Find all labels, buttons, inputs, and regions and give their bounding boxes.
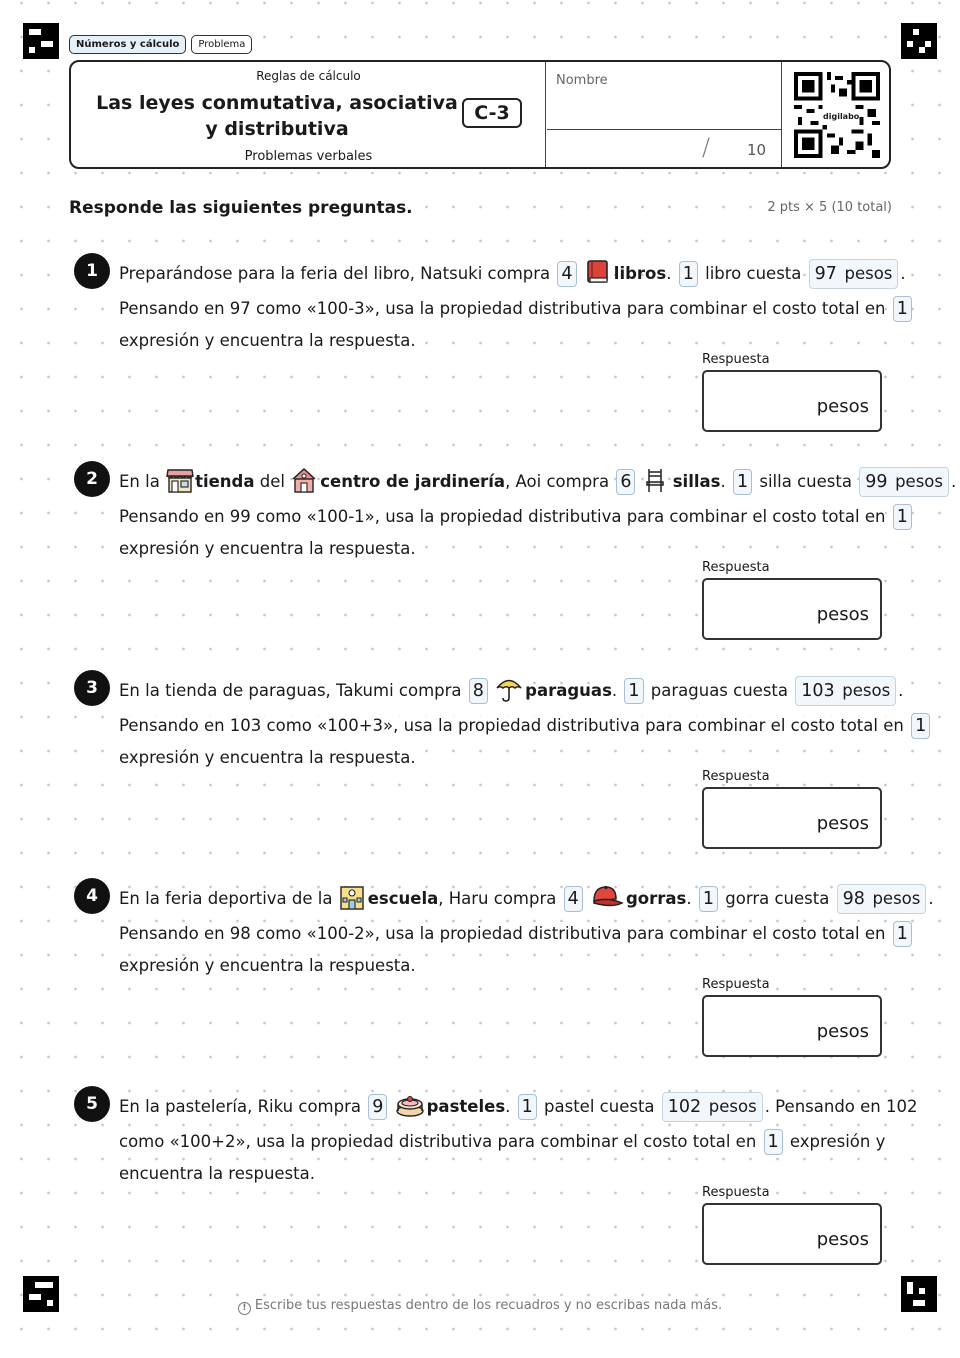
problem-text: En la pastelería, Riku compra bbox=[119, 1097, 361, 1116]
punctuation: . bbox=[928, 889, 934, 908]
problem-text: expresión y encuentra la respuesta. bbox=[119, 748, 416, 767]
problem-line-3 bbox=[119, 954, 416, 978]
price-unit: pesos bbox=[872, 889, 921, 908]
problem-number: 3 bbox=[74, 670, 110, 706]
place-name: tienda bbox=[195, 472, 255, 491]
punctuation: . bbox=[950, 472, 957, 491]
quantity-box: 4 bbox=[564, 886, 583, 912]
header-title-area bbox=[71, 62, 546, 167]
worksheet-title: Las leyes conmutativa, asociativa y distributiva bbox=[96, 92, 458, 140]
one-box: 1 bbox=[679, 261, 698, 287]
problem-line-2 bbox=[119, 713, 932, 739]
answer-label: Respuesta bbox=[702, 1185, 770, 1200]
garden-center-icon bbox=[290, 466, 318, 494]
problem-text: En la bbox=[119, 472, 160, 491]
footer-note bbox=[0, 1298, 960, 1315]
punctuation: . bbox=[686, 889, 692, 908]
one-box: 1 bbox=[764, 1129, 783, 1155]
punctuation: . bbox=[611, 681, 618, 700]
punctuation: . bbox=[505, 1097, 511, 1116]
score-slash: / bbox=[702, 133, 711, 161]
problem-number: 1 bbox=[74, 253, 110, 289]
price-unit: pesos bbox=[844, 264, 893, 283]
problem-line-3 bbox=[119, 1162, 315, 1186]
answer-box[interactable] bbox=[702, 1203, 882, 1265]
problem-number: 2 bbox=[74, 461, 110, 497]
problem-number: 4 bbox=[74, 878, 110, 914]
punctuation: . bbox=[898, 681, 904, 700]
answer-label: Respuesta bbox=[702, 977, 770, 992]
corner-marker-top-left bbox=[23, 23, 59, 59]
quantity-box: 4 bbox=[557, 261, 576, 287]
answer-label: Respuesta bbox=[702, 352, 770, 367]
problem-text: Pensando en 98 como «100-2», usa la propiedad distributiva para combinar el costo total en bbox=[119, 924, 886, 943]
quantity-box: 6 bbox=[616, 469, 635, 495]
one-box: 1 bbox=[911, 713, 930, 739]
problem-text: , Aoi compra bbox=[505, 472, 610, 491]
name-field[interactable] bbox=[547, 62, 781, 130]
item-name: paraguas bbox=[525, 681, 612, 700]
price-box bbox=[837, 884, 927, 914]
answer-unit: pesos bbox=[816, 1229, 869, 1250]
one-box: 1 bbox=[893, 296, 912, 322]
punctuation: . bbox=[900, 264, 906, 283]
price-box bbox=[795, 676, 896, 706]
answer-unit: pesos bbox=[816, 604, 869, 625]
footer-text: Escribe tus respuestas dentro de los recuadros y no escribas nada más. bbox=[254, 1298, 723, 1313]
problem-line-3 bbox=[119, 746, 416, 770]
problem-text: expresión y encuentra la respuesta. bbox=[119, 956, 416, 975]
answer-unit: pesos bbox=[816, 396, 869, 417]
problem-text: Preparándose para la feria del libro, Natsuki compra bbox=[119, 264, 551, 283]
quantity-box: 8 bbox=[469, 678, 488, 704]
problem-line-1 bbox=[119, 467, 956, 497]
problem-text: Pensando en 99 como «100-1», usa la propiedad distributiva para combinar el costo total en bbox=[119, 507, 886, 526]
worksheet-header bbox=[69, 60, 891, 169]
problem-text: como «100+2», usa la propiedad distributiva para combinar el costo total en bbox=[119, 1132, 757, 1151]
punctuation: . bbox=[720, 472, 726, 491]
tag-topic: Números y cálculo bbox=[69, 35, 186, 54]
one-box: 1 bbox=[518, 1094, 537, 1120]
instructions: Responde las siguientes preguntas. bbox=[69, 198, 413, 218]
item-name: libros bbox=[613, 264, 667, 283]
price-unit: pesos bbox=[895, 472, 943, 491]
shop-icon bbox=[165, 466, 193, 494]
price-value: 97 bbox=[814, 264, 837, 284]
qr-code-area bbox=[781, 62, 891, 167]
answer-box[interactable] bbox=[702, 787, 882, 849]
problem-text: expresión y bbox=[789, 1132, 886, 1151]
price-value: 103 bbox=[801, 681, 835, 701]
corner-marker-top-right bbox=[901, 23, 937, 59]
problem-text: encuentra la respuesta. bbox=[119, 1164, 315, 1183]
problem-text: paraguas cuesta bbox=[650, 681, 789, 700]
item-name: gorras bbox=[626, 889, 687, 908]
answer-box[interactable] bbox=[702, 578, 882, 640]
problem-line-2 bbox=[119, 1129, 885, 1155]
book-icon bbox=[584, 258, 612, 286]
problem-text: , Haru compra bbox=[438, 889, 557, 908]
problem-line-1 bbox=[119, 676, 903, 706]
cake-icon bbox=[395, 1091, 425, 1119]
price-box bbox=[809, 259, 899, 289]
points-info: 2 pts × 5 (10 total) bbox=[767, 200, 892, 215]
answer-label: Respuesta bbox=[702, 560, 770, 575]
price-box bbox=[859, 467, 949, 497]
answer-box[interactable] bbox=[702, 370, 882, 432]
problem-text: expresión y encuentra la respuesta. bbox=[119, 331, 416, 350]
problem-line-1 bbox=[119, 259, 906, 289]
problem-text: libro cuesta bbox=[705, 264, 802, 283]
answer-unit: pesos bbox=[816, 1021, 869, 1042]
worksheet-category: Reglas de cálculo bbox=[256, 69, 361, 83]
quantity-box: 9 bbox=[368, 1094, 387, 1120]
one-box: 1 bbox=[893, 921, 912, 947]
problem-text: . Pensando en 102 bbox=[764, 1097, 918, 1116]
problem-line-3 bbox=[119, 537, 416, 561]
problem-text: pastel cuesta bbox=[544, 1097, 655, 1116]
price-value: 98 bbox=[842, 889, 865, 909]
problem-text: En la tienda de paraguas, Takumi compra bbox=[119, 681, 462, 700]
problem-line-1 bbox=[119, 884, 934, 914]
problem-text: expresión y encuentra la respuesta. bbox=[119, 539, 416, 558]
price-unit: pesos bbox=[708, 1097, 757, 1116]
price-value: 102 bbox=[667, 1097, 702, 1117]
umbrella-icon bbox=[495, 675, 523, 703]
worksheet-code: C-3 bbox=[462, 98, 522, 128]
problem-text: En la feria deportiva de la bbox=[119, 889, 333, 908]
one-box: 1 bbox=[893, 504, 912, 530]
tag-type: Problema bbox=[191, 35, 252, 54]
problem-line-2 bbox=[119, 504, 914, 530]
problem-line-2 bbox=[119, 921, 914, 947]
problem-text: silla cuesta bbox=[759, 472, 852, 491]
punctuation: . bbox=[666, 264, 672, 283]
problem-line-1 bbox=[119, 1092, 917, 1122]
item-name: sillas bbox=[672, 472, 721, 491]
one-box: 1 bbox=[733, 469, 752, 495]
chair-icon bbox=[643, 466, 671, 494]
answer-label: Respuesta bbox=[702, 769, 770, 784]
problem-text: gorra cuesta bbox=[725, 889, 830, 908]
warning-icon: ! bbox=[238, 1302, 251, 1315]
one-box: 1 bbox=[624, 678, 643, 704]
answer-box[interactable] bbox=[702, 995, 882, 1057]
school-icon bbox=[338, 883, 366, 911]
item-name: pasteles bbox=[426, 1097, 506, 1116]
worksheet-subtitle: Problemas verbales bbox=[244, 149, 373, 164]
price-unit: pesos bbox=[842, 681, 891, 700]
problem-number: 5 bbox=[74, 1086, 110, 1122]
name-label: Nombre bbox=[556, 73, 608, 88]
tag-list bbox=[69, 35, 252, 54]
price-box bbox=[662, 1092, 763, 1122]
place-name: escuela bbox=[367, 889, 439, 908]
problem-line-3 bbox=[119, 329, 416, 353]
score-total: 10 bbox=[747, 141, 767, 159]
problem-text: Pensando en 97 como «100-3», usa la propiedad distributiva para combinar el costo total en bbox=[119, 299, 886, 318]
place-name: centro de jardinería bbox=[320, 472, 506, 491]
score-field[interactable] bbox=[547, 130, 781, 167]
problem-text: del bbox=[259, 472, 285, 491]
cap-icon bbox=[590, 883, 624, 911]
qr-caption: digilabo bbox=[823, 112, 860, 121]
one-box: 1 bbox=[699, 886, 718, 912]
problem-line-2 bbox=[119, 296, 914, 322]
price-value: 99 bbox=[865, 472, 888, 492]
problem-text: Pensando en 103 como «100+3», usa la propiedad distributiva para combinar el costo total en bbox=[119, 716, 904, 735]
answer-unit: pesos bbox=[816, 813, 869, 834]
